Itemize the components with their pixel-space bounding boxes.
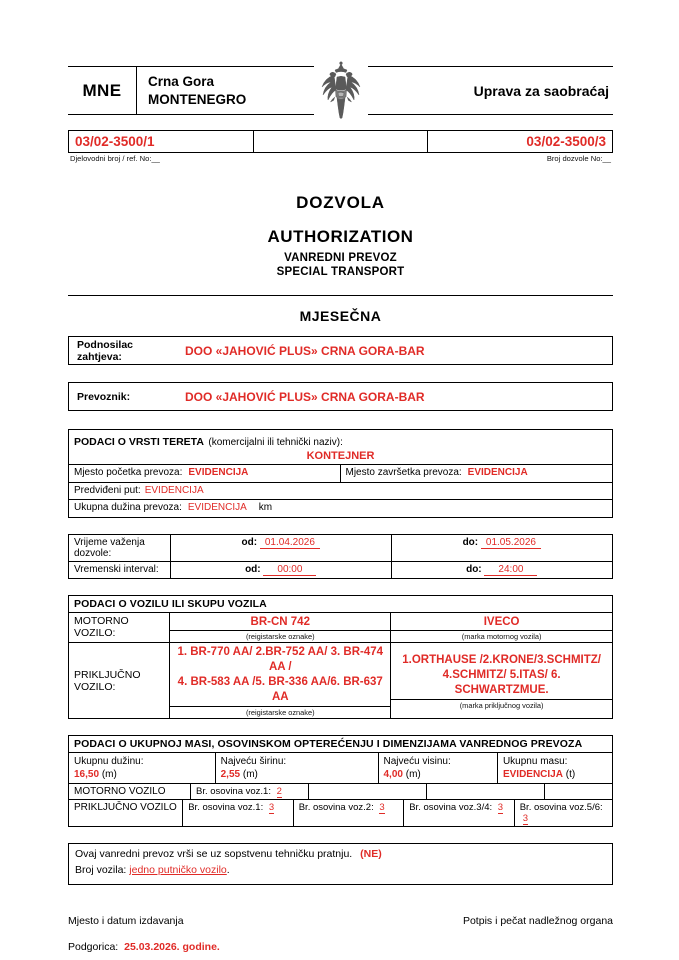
- validity-to-value: 01.05.2026: [481, 537, 541, 549]
- width-value-line: [221, 768, 373, 781]
- motor-axle-empty-1: [309, 784, 427, 799]
- cargo-start-cell: [69, 465, 341, 482]
- issue-date: 25.03.2026. godine.: [124, 940, 220, 953]
- escort-vehicle-count-value: jedno putničko vozilo: [129, 863, 227, 876]
- mass-label: Ukupnu masu:: [502, 756, 568, 768]
- trailer-axle-cell-1: [183, 800, 294, 826]
- authorization-form: [68, 66, 613, 953]
- validity-label: Vrijeme važenja dozvole:: [69, 535, 171, 561]
- cargo-start-label: Mjesto početka prevoza:: [74, 467, 183, 478]
- country-name-english: MONTENEGRO: [148, 91, 247, 107]
- motor-plate-value: BR-CN 742: [250, 615, 310, 628]
- trailer-axle-row: [69, 800, 612, 826]
- trailer-plates-line-2: 4. BR-583 AA /5. BR-336 AA/6. BR-637 AA: [177, 676, 383, 704]
- cargo-places-row: [69, 465, 612, 483]
- trailer-axle-value-1: 3: [268, 802, 275, 814]
- cargo-distance-value: EVIDENCIJA: [187, 502, 247, 513]
- escort-vehicle-count-label: Broj vozila:: [75, 863, 127, 876]
- cargo-route-row: [69, 483, 612, 501]
- length-label: Ukupnu dužinu:: [74, 756, 144, 768]
- mass-unit: (t): [565, 769, 576, 781]
- interval-from-label: od:: [245, 563, 261, 575]
- footer-row: [68, 915, 613, 927]
- trailer-makes-line-1: 1.ORTHAUSE /2.KRONE/3.SCHMITZ/: [402, 653, 601, 666]
- cargo-route-label: Predviđeni put:: [74, 484, 141, 496]
- cargo-route-value: EVIDENCIJA: [144, 484, 204, 496]
- length-value: 16,50: [74, 769, 100, 781]
- applicant-box: [68, 336, 613, 365]
- motor-plate-note: (reigistarske oznake): [170, 630, 390, 642]
- motor-vehicle-row: [69, 613, 612, 644]
- vehicle-section-title-row: [69, 596, 612, 613]
- cargo-route-cell: [69, 483, 612, 500]
- periodicity-label: MJESEČNA: [299, 308, 382, 324]
- vehicle-section-title: PODACI O VOZILU ILI SKUPU VOZILA: [74, 597, 267, 610]
- place-date-label: Mjesto i datum izdavanja: [68, 914, 184, 927]
- cargo-section-subtitle: (komercijalni ili tehnički naziv):: [208, 437, 343, 448]
- authority-name: Uprava za saobraćaj: [473, 82, 609, 99]
- motor-axle-value: 2: [276, 786, 282, 798]
- height-value: 4,00: [383, 769, 403, 781]
- motor-axle-empty-3: [545, 784, 612, 799]
- dimensions-section: [68, 735, 613, 827]
- height-unit: (m): [405, 769, 421, 781]
- interval-to-cell: [392, 562, 612, 578]
- motor-axle-row: [69, 784, 612, 800]
- motor-plate-cell: [170, 613, 391, 643]
- validity-section: [68, 534, 613, 579]
- trailer-axle-value-2: 3: [379, 802, 385, 814]
- carrier-label: Prevoznik:: [77, 390, 131, 403]
- ref-caption-left: Djelovodni broj / ref. No:__: [70, 154, 160, 163]
- ref-caption-right: Broj dozvole No:__: [546, 154, 611, 163]
- cargo-end-cell: [341, 465, 613, 482]
- cargo-section: [68, 429, 613, 518]
- interval-to-value: 24:00: [484, 564, 537, 576]
- carrier-box: [68, 382, 613, 411]
- trailer-axle-label-4: Br. osovina voz.5/6:: [519, 802, 603, 814]
- country-names: [137, 67, 246, 114]
- dimensions-section-title: PODACI O UKUPNOJ MASI, OSOVINSKOM OPTEREĆENJU I DIMENZIJAMA VANREDNOG PREVOZA: [74, 738, 583, 751]
- width-value: 2,55: [220, 769, 241, 781]
- vehicle-section: [68, 595, 613, 720]
- dimensions-section-title-row: [69, 736, 612, 753]
- trailer-axle-cell-4: [515, 800, 612, 826]
- issue-place-date: [68, 941, 613, 953]
- cargo-distance-row: [69, 500, 612, 517]
- trailer-plate-note: (reigistarske oznake): [170, 706, 390, 718]
- trailer-axle-label-3: Br. osovina voz.3/4:: [409, 802, 493, 814]
- ref-number-left: 03/02-3500/1: [69, 131, 254, 152]
- trailer-axle-row-label: PRIKLJUČNO VOZILO: [69, 800, 183, 826]
- signature-label: Potpis i pečat nadležnog organa: [462, 914, 613, 927]
- motor-make-note: (marka motornog vozila): [391, 630, 612, 642]
- applicant-value: DOO «JAHOVIĆ PLUS» CRNA GORA-BAR: [185, 343, 425, 358]
- issue-place: Podgorica:: [68, 940, 119, 953]
- validity-from-label: od:: [241, 536, 258, 548]
- interval-label: Vremenski interval:: [69, 562, 171, 578]
- cargo-distance-unit: km: [258, 502, 273, 513]
- page-title-english: AUTHORIZATION: [267, 227, 414, 246]
- carrier-value: DOO «JAHOVIĆ PLUS» CRNA GORA-BAR: [185, 389, 425, 404]
- height-cell: [379, 753, 498, 783]
- trailer-vehicle-row: [69, 643, 612, 718]
- interval-from-cell: [171, 562, 392, 578]
- trailer-makes-line-2: 4.SCHMITZ/ 5.ITAS/ 6. SCHWARTZMUE.: [442, 668, 561, 696]
- validity-from-cell: [171, 535, 392, 561]
- trailer-makes-cell: [391, 643, 612, 718]
- country-name-local: Crna Gora: [148, 74, 215, 90]
- length-cell: [69, 753, 216, 783]
- height-value-line: [384, 768, 492, 781]
- trailer-plates-value: [170, 643, 390, 706]
- escort-line-1: [75, 847, 606, 863]
- subtitle-local: VANREDNI PREVOZ: [284, 252, 397, 264]
- length-value-line: [74, 768, 210, 781]
- cargo-header: [69, 430, 612, 465]
- motor-axle-empty-2: [427, 784, 545, 799]
- subtitle-english: SPECIAL TRANSPORT: [276, 266, 405, 278]
- mass-cell: [498, 753, 612, 783]
- document-header: [68, 66, 613, 115]
- trailer-axle-value-4: 3: [522, 813, 529, 825]
- escort-line-2: [75, 863, 606, 879]
- trailer-axle-value-3: 3: [497, 802, 504, 814]
- motor-vehicle-label: MOTORNO VOZILO:: [69, 613, 170, 643]
- ref-number-middle: [254, 131, 428, 152]
- cargo-end-label: Mjesto završetka prevoza:: [345, 467, 462, 478]
- trailer-make-note: (marka priključnog vozila): [391, 699, 612, 711]
- trailer-axle-cell-3: [404, 800, 515, 826]
- trailer-makes-value: [391, 651, 612, 699]
- escort-note-box: [68, 843, 613, 885]
- trailer-axle-cell-2: [294, 800, 405, 826]
- page-title: DOZVOLA: [296, 193, 385, 212]
- reference-number-band: [68, 130, 613, 153]
- cargo-start-value: EVIDENCIJA: [188, 467, 249, 478]
- reference-captions: [68, 153, 613, 163]
- motor-make-value: IVECO: [483, 615, 520, 628]
- time-interval-row: [69, 562, 612, 578]
- cargo-type-value: KONTEJNER: [306, 450, 375, 462]
- header-spacer: [246, 67, 473, 114]
- motor-axle-cell: [191, 784, 309, 799]
- title-divider: [68, 295, 613, 296]
- validity-to-label: do:: [462, 536, 479, 548]
- motor-axle-row-label: MOTORNO VOZILO: [69, 784, 191, 799]
- applicant-label: Podnosilac zahtjeva:: [77, 338, 134, 363]
- width-label: Najveću širinu:: [220, 756, 287, 768]
- validity-period-row: [69, 535, 612, 562]
- trailer-vehicle-label: PRIKLJUČNO VOZILO:: [69, 643, 170, 718]
- country-code: MNE: [68, 67, 137, 114]
- width-cell: [216, 753, 379, 783]
- validity-from-value: 01.04.2026: [260, 537, 320, 549]
- width-unit: (m): [242, 769, 258, 781]
- motor-axle-label: Br. osovina voz.1:: [196, 786, 271, 798]
- dimensions-values-row: [69, 753, 612, 784]
- escort-line-2-period: .: [226, 863, 230, 876]
- trailer-axle-label-2: Br. osovina voz.2:: [298, 802, 374, 814]
- escort-flag: (NE): [360, 848, 382, 861]
- escort-text: Ovaj vanredni prevoz vrši se uz sopstvenu tehničku pratnju.: [75, 848, 353, 861]
- trailer-plates-line-1: 1. BR-770 AA/ 2.BR-752 AA/ 3. BR-474 AA /: [177, 646, 384, 674]
- cargo-distance-cell: [69, 500, 612, 517]
- cargo-section-title: PODACI O VRSTI TERETA: [74, 436, 204, 448]
- mass-value: EVIDENCIJA: [502, 769, 563, 781]
- mass-value-line: [503, 768, 607, 781]
- cargo-end-value: EVIDENCIJA: [467, 467, 528, 478]
- ref-number-right: 03/02-3500/3: [526, 134, 606, 149]
- validity-to-cell: [392, 535, 612, 561]
- height-label: Najveću visinu:: [383, 756, 451, 768]
- interval-from-value: 00:00: [263, 564, 316, 576]
- interval-to-label: do:: [466, 563, 482, 575]
- cargo-distance-label: Ukupna dužina prevoza:: [74, 502, 182, 513]
- motor-make-cell: [391, 613, 612, 643]
- length-unit: (m): [101, 769, 117, 781]
- trailer-plates-cell: [170, 643, 391, 718]
- title-block: [68, 193, 613, 278]
- trailer-axle-label-1: Br. osovina voz.1:: [188, 802, 264, 814]
